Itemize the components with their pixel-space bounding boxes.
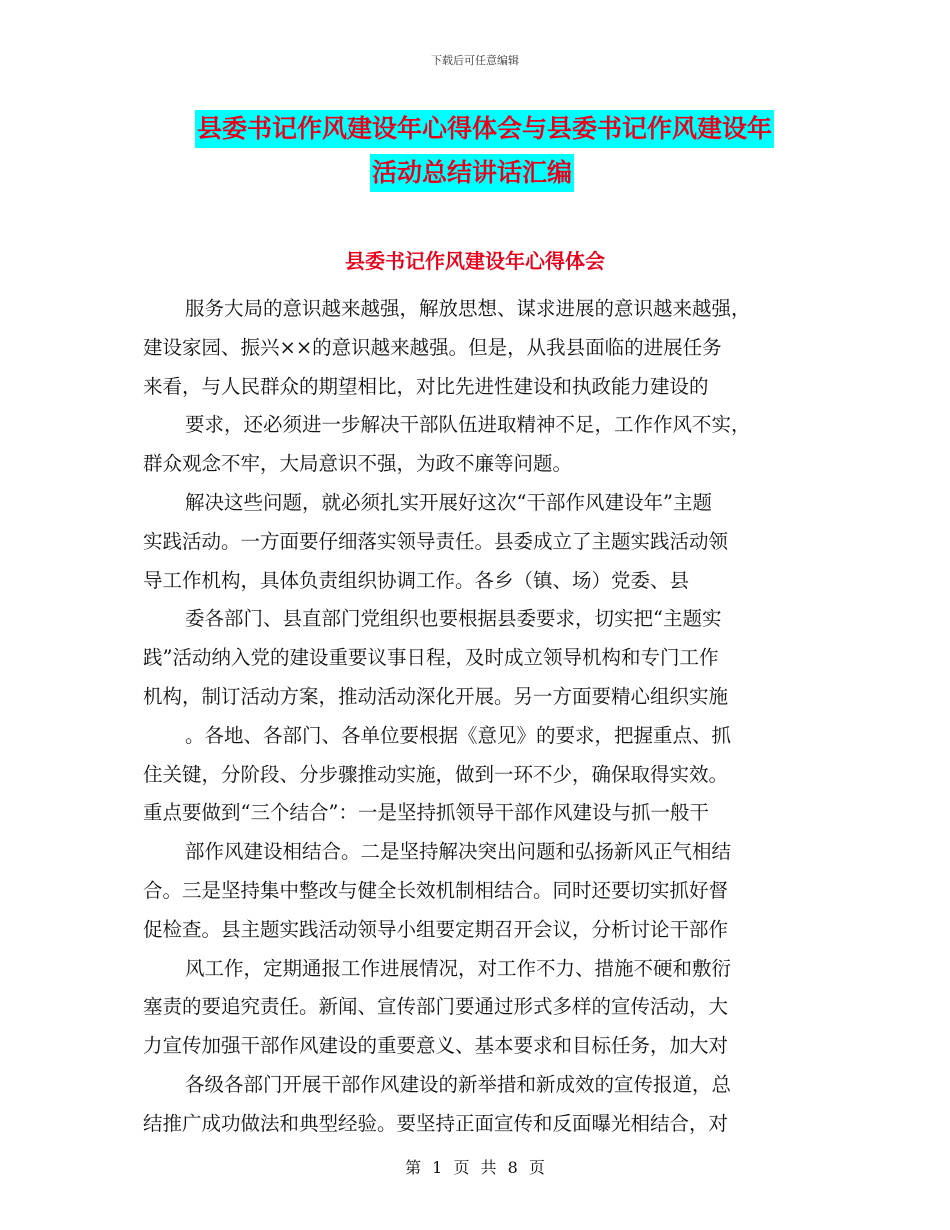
body-line: 群众观念不牢，大局意识不强，为政不廉等问题。 [143, 452, 573, 476]
body-line: 重点要做到“三个结合”：一是坚持抓领导干部作风建设与抓一般干 [143, 801, 709, 825]
body-line: 合。三是坚持集中整改与健全长效机制相结合。同时还要切实抓好督 [143, 878, 729, 902]
body-line: 机构，制订活动方案，推动活动深化开展。另一方面要精心组织实施 [143, 684, 729, 708]
body-line: 要求，还必须进一步解决干部队伍进取精神不足，工作作风不实， [185, 413, 751, 437]
body-line: 力宣传加强干部作风建设的重要意义、基本要求和目标任务，加大对 [143, 1034, 729, 1058]
body-line: 来看，与人民群众的期望相比，对比先进性建设和执政能力建设的 [143, 374, 709, 398]
body-line: 实践活动。一方面要仔细落实领导责任。县委成立了主题实践活动领 [143, 529, 729, 553]
body-line: 践”活动纳入党的建设重要议事日程，及时成立领导机构和专门工作 [143, 646, 719, 670]
body-line: 建设家园、振兴××的意识越来越强。但是，从我县面临的进展任务 [143, 335, 722, 359]
body-line: 住关键，分阶段、分步骤推动实施，做到一环不少，确保取得实效。 [143, 762, 729, 786]
body-line: 解决这些问题，就必须扎实开展好这次“干部作风建设年”主题 [185, 490, 712, 514]
body-line: 委各部门、县直部门党组织也要根据县委要求，切实把“主题实 [185, 607, 722, 631]
page-header: 下载后可任意编辑 [431, 54, 519, 67]
body-line: 塞责的要追究责任。新闻、宣传部门要通过形式多样的宣传活动，大 [143, 995, 729, 1019]
body-line: 服务大局的意识越来越强，解放思想、谋求进展的意识越来越强， [185, 297, 751, 320]
page-footer: 第 1 页 共 8 页 [405, 1158, 545, 1177]
body-line: 各级各部门开展干部作风建设的新举措和新成效的宣传报道，总 [185, 1072, 732, 1096]
section-title: 县委书记作风建设年心得体会 [345, 249, 605, 273]
body-text [143, 290, 803, 1144]
title-line-2: 活动总结讲话汇编 [370, 154, 574, 192]
body-line: 部作风建设相结合。二是坚持解决突出问题和弘扬新风正气相结 [185, 840, 732, 864]
body-line: 风工作，定期通报工作进展情况，对工作不力、措施不硬和敷衍 [185, 956, 732, 980]
body-line: 。各地、各部门、各单位要根据《意见》的要求，把握重点、抓 [185, 723, 732, 747]
body-line: 导工作机构，具体负责组织协调工作。各乡（镇、场）党委、县 [143, 568, 690, 592]
body-line: 促检查。县主题实践活动领导小组要定期召开会议，分析讨论干部作 [143, 917, 729, 941]
title-line-1: 县委书记作风建设年心得体会与县委书记作风建设年 [195, 110, 774, 148]
body-line: 结推广成功做法和典型经验。要坚持正面宣传和反面曝光相结合，对 [143, 1111, 729, 1135]
